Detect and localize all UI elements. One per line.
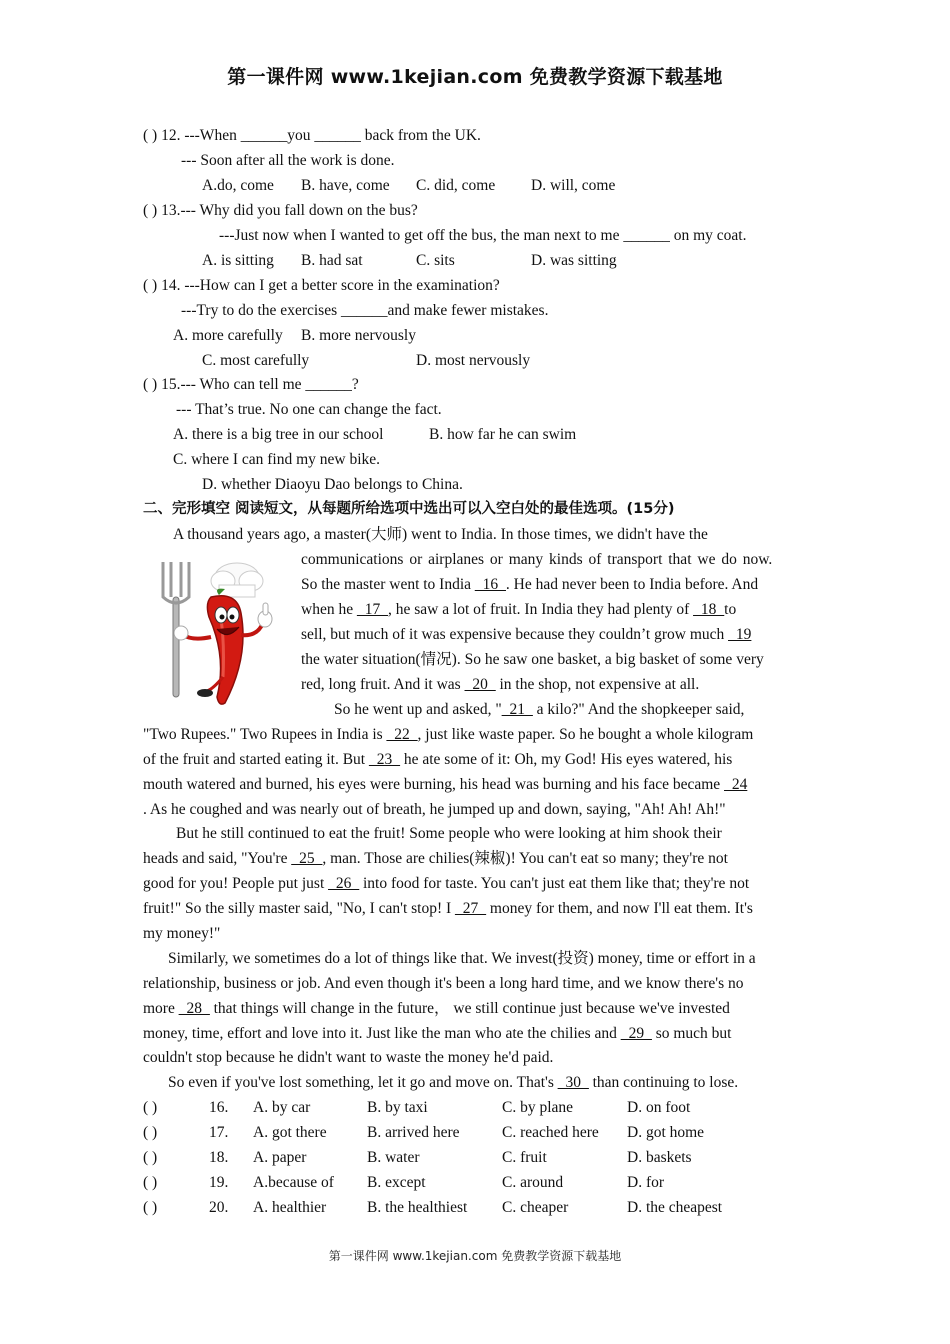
choice-option: C. by plane (502, 1099, 574, 1116)
passage-line: of the fruit and started eating it. But _23_ he ate some of it: Oh, my God! His eyes watered, his (143, 751, 733, 768)
passage-line: Similarly, we sometimes do a lot of things like that. We invest(投资) money, time or effort in a (168, 950, 756, 967)
blank-23: _23_ (368, 751, 400, 768)
blank-18: _18_ (693, 601, 725, 618)
choice-number: 20. (209, 1199, 229, 1216)
question-15-option-d: D. whether Diaoyu Dao belongs to China. (202, 476, 463, 493)
question-12-stem: ( ) 12. ---When ______you ______ back from the UK. (143, 127, 481, 144)
question-15-option-b: B. how far he can swim (429, 426, 577, 443)
answer-bracket: ( ) (143, 1174, 158, 1191)
answer-bracket: ( ) (143, 1199, 158, 1216)
choice-option: C. reached here (502, 1124, 599, 1141)
passage-line: So even if you've lost something, let it go and move on. That's _30_ than continuing to lose. (168, 1074, 739, 1091)
question-13-option-b: B. had sat (301, 252, 363, 269)
passage-line: couldn't stop because he didn't want to waste the money he'd paid. (143, 1049, 554, 1066)
passage-line: heads and said, "You're _25_, man. Those are chilies(辣椒)! You can't eat so many; they're not (143, 850, 728, 867)
question-14-option-c: C. most carefully (202, 352, 310, 369)
blank-21: _21_ (501, 701, 533, 718)
choice-option: A. paper (253, 1149, 307, 1166)
choice-option: D. for (627, 1174, 665, 1191)
choice-option: B. water (367, 1149, 420, 1166)
passage-line: relationship, business or job. And even though it's been a long hard time, and we know there's no (143, 975, 744, 992)
passage-line: But he still continued to eat the fruit! Some people who were looking at him shook their (176, 825, 722, 842)
question-12-reply: --- Soon after all the work is done. (181, 152, 395, 169)
passage-line: fruit!" So the silly master said, "No, I can't stop! I _27_ money for them, and now I'll eat them. It's (143, 900, 753, 917)
answer-bracket: ( ) (143, 1124, 158, 1141)
question-15-reply: --- That’s true. No one can change the fact. (176, 401, 442, 418)
choice-option: B. arrived here (367, 1124, 460, 1141)
choice-option: A. by car (253, 1099, 311, 1116)
question-15-option-c: C. where I can find my new bike. (173, 451, 381, 468)
choice-option: A. got there (253, 1124, 327, 1141)
choice-number: 18. (209, 1149, 229, 1166)
question-13-option-a: A. is sitting (202, 252, 274, 269)
blank-26: _26_ (328, 875, 360, 892)
choice-option: A.because of (253, 1174, 334, 1191)
passage-line: good for you! People put just _26_ into food for taste. You can't just eat them like that; they're not (143, 875, 750, 892)
passage-line: money, time, effort and love into it. Just like the man who ate the chilies and _29_ so much but (143, 1025, 732, 1042)
question-12-option-c: C. did, come (416, 177, 496, 194)
passage-line: the water situation(情况). So he saw one basket, a big basket of some very (301, 651, 764, 668)
choice-option: A. healthier (253, 1199, 327, 1216)
passage-line: mouth watered and burned, his eyes were burning, his head was burning and his face became _24 (143, 776, 748, 793)
blank-27: _27_ (455, 900, 487, 917)
question-14-option-d: D. most nervously (416, 352, 531, 369)
choice-option: C. around (502, 1174, 564, 1191)
passage-line: when he _17_, he saw a lot of fruit. In India they had plenty of _18_to (301, 601, 737, 618)
choice-option: C. cheaper (502, 1199, 569, 1216)
passage-line: sell, but much of it was expensive because they couldn’t grow much _19 (301, 626, 752, 643)
choice-option: B. by taxi (367, 1099, 428, 1116)
answer-bracket: ( ) (143, 1149, 158, 1166)
question-15-stem: ( ) 15.--- Who can tell me ______? (143, 376, 359, 393)
choice-option: D. baskets (627, 1149, 692, 1166)
question-13-option-d: D. was sitting (531, 252, 617, 269)
blank-30: _30_ (557, 1074, 589, 1091)
question-15-option-a: A. there is a big tree in our school (173, 426, 384, 443)
blank-22: _22_ (386, 726, 418, 743)
question-14-option-b: B. more nervously (301, 327, 416, 344)
section-2-heading: 二、完形填空 阅读短文，从每题所给选项中选出可以入空白处的最佳选项。(15分) (143, 501, 675, 517)
passage-line: more _28_ that things will change in the future， we still continue just because we've invested (143, 1000, 730, 1017)
page-header: 第一课件网 www.1kejian.com 免费教学资源下载基地 (227, 66, 723, 88)
passage-line: So he went up and asked, "_21_ a kilo?" And the shopkeeper said, (334, 701, 745, 718)
blank-20: _20_ (464, 676, 496, 693)
choice-number: 17. (209, 1124, 229, 1141)
passage-line: . As he coughed and was nearly out of breath, he jumped up and down, saying, "Ah! Ah! Ah!" (143, 801, 726, 818)
passage-line: red, long fruit. And it was _20_ in the shop, not expensive at all. (301, 676, 700, 693)
blank-16: _16_ (474, 576, 506, 593)
answer-bracket: ( ) (143, 1099, 158, 1116)
question-13-option-c: C. sits (416, 252, 455, 269)
question-12-option-a: A.do, come (202, 177, 274, 194)
choice-option: D. on foot (627, 1099, 691, 1116)
blank-17: _17_ (356, 601, 388, 618)
question-14-stem: ( ) 14. ---How can I get a better score in the examination? (143, 277, 500, 294)
question-13-reply: ---Just now when I wanted to get off the bus, the man next to me ______ on my coat. (219, 227, 747, 244)
choice-option: B. except (367, 1174, 426, 1191)
question-12-option-d: D. will, come (531, 177, 616, 194)
choice-option: D. the cheapest (627, 1199, 723, 1216)
choice-option: C. fruit (502, 1149, 547, 1166)
question-14-reply: ---Try to do the exercises ______and make fewer mistakes. (181, 302, 549, 319)
passage-line: So the master went to India _16_. He had never been to India before. And (301, 576, 759, 593)
passage-line: my money!" (143, 925, 221, 942)
question-14-option-a: A. more carefully (173, 327, 283, 344)
page-footer: 第一课件网 www.1kejian.com 免费教学资源下载基地 (328, 1249, 622, 1263)
choice-option: D. got home (627, 1124, 705, 1141)
passage-line: "Two Rupees." Two Rupees in India is _22_, just like waste paper. So he bought a whole kilogram (143, 726, 754, 743)
choice-number: 16. (209, 1099, 229, 1116)
blank-28: _28_ (178, 1000, 210, 1017)
blank-29: _29_ (620, 1025, 652, 1042)
passage-line: A thousand years ago, a master(大师) went to India. In those times, we didn't have the (173, 526, 708, 543)
passage-line: communications or airplanes or many kinds of transport that we do now. (301, 551, 773, 568)
question-13-stem: ( ) 13.--- Why did you fall down on the bus? (143, 202, 418, 219)
blank-24: _24 (724, 776, 748, 793)
choice-number: 19. (209, 1174, 229, 1191)
blank-19: _19 (728, 626, 752, 643)
choice-option: B. the healthiest (367, 1199, 468, 1216)
chili-chef-with-fork-icon (153, 557, 283, 707)
blank-25: _25_ (291, 850, 323, 867)
question-12-option-b: B. have, come (301, 177, 390, 194)
